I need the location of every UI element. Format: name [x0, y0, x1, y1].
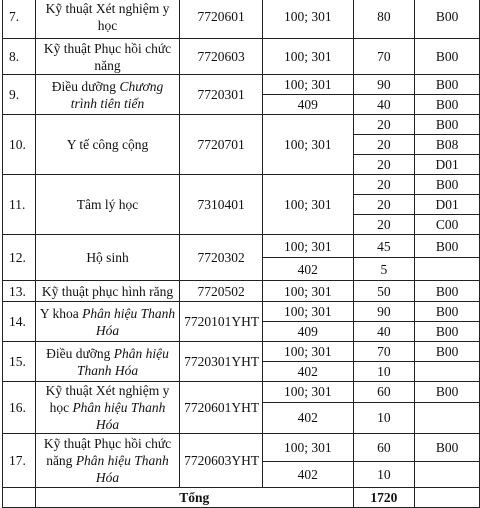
quota-value: 70	[353, 39, 415, 75]
program-code: 7720603YHT	[180, 434, 263, 488]
quota-value: 70	[353, 342, 415, 362]
total-spacer	[3, 488, 36, 508]
program-code: 7310401	[180, 175, 263, 235]
method-combo: 100; 301	[263, 302, 353, 322]
row-number: 8.	[3, 39, 36, 75]
method-combo: 402	[263, 402, 353, 433]
program-code: 7720301	[180, 75, 263, 115]
quota-value: 10	[353, 402, 415, 433]
subject-block	[415, 258, 480, 281]
program-note: Phân hiệu Thanh Hóa	[75, 453, 169, 485]
method-combo: 100; 301	[263, 382, 353, 403]
row-number: 11.	[3, 175, 36, 235]
quota-value: 10	[353, 362, 415, 382]
program-name: Điều dưỡng Phân hiệu Thanh Hóa	[35, 342, 179, 382]
subject-block: B00	[415, 39, 480, 75]
method-combo: 402	[263, 258, 353, 281]
table-row	[3, 0, 480, 39]
total-quota: 1720	[353, 488, 415, 508]
program-code: 7720701	[180, 115, 263, 175]
method-combo: 100; 301	[263, 115, 353, 175]
quota-value: 20	[353, 195, 415, 215]
total-block	[415, 488, 480, 508]
quota-value: 90	[353, 302, 415, 322]
program-note: Chương trình tiên tiến	[70, 78, 164, 111]
program-code: 7720603	[180, 39, 263, 75]
quota-value: 10	[353, 462, 415, 488]
row-number: 10.	[3, 115, 36, 175]
method-combo: 409	[263, 322, 353, 342]
table-row	[3, 75, 480, 95]
row-number: 16.	[3, 382, 36, 434]
table-row	[3, 39, 480, 75]
method-combo: 402	[263, 462, 353, 488]
subject-block: B00	[415, 75, 480, 95]
quota-value: 40	[353, 322, 415, 342]
quota-value: 60	[353, 382, 415, 403]
subject-block: B00	[415, 115, 480, 135]
table-row	[3, 342, 480, 362]
subject-block: D01	[415, 195, 480, 215]
program-name: Kỹ thuật Phục hồi chức năng	[35, 39, 179, 75]
quota-value: 60	[353, 434, 415, 462]
subject-block: D01	[415, 155, 480, 175]
table-row	[3, 382, 480, 403]
program-code: 7720601YHT	[180, 382, 263, 434]
method-combo: 100; 301	[263, 75, 353, 95]
program-code: 7720302	[180, 235, 263, 281]
quota-value: 20	[353, 135, 415, 155]
program-code: 7720601	[180, 0, 263, 39]
row-number: 17.	[3, 434, 36, 488]
subject-block	[415, 462, 480, 488]
subject-block: B00	[415, 281, 480, 302]
row-number: 12.	[3, 235, 36, 281]
subject-block: C00	[415, 215, 480, 235]
quota-value: 20	[353, 115, 415, 135]
total-row	[3, 488, 480, 508]
quota-value: 45	[353, 235, 415, 258]
row-number: 13.	[3, 281, 36, 302]
subject-block: B00	[415, 235, 480, 258]
table-row	[3, 235, 480, 258]
program-code: 7720502	[180, 281, 263, 302]
program-name: Y khoa Phân hiệu Thanh Hóa	[35, 302, 179, 342]
quota-value: 90	[353, 75, 415, 95]
program-note: Phân hiệu Thanh Hóa	[82, 305, 176, 338]
subject-block: B00	[415, 382, 480, 403]
program-name: Kỹ thuật Phục hồi chức năng Phân hiệu Thanh Hóa	[35, 434, 179, 488]
subject-block: B08	[415, 135, 480, 155]
admission-quota-table	[2, 0, 480, 508]
method-combo: 100; 301	[263, 342, 353, 362]
program-name: Kỹ thuật phục hình răng	[35, 281, 179, 302]
program-note: Phân hiệu Thanh Hóa	[76, 345, 169, 378]
subject-block	[415, 362, 480, 382]
quota-value: 80	[353, 0, 415, 39]
method-combo: 402	[263, 362, 353, 382]
quota-value: 5	[353, 258, 415, 281]
quota-value: 20	[353, 215, 415, 235]
table-row	[3, 175, 480, 195]
table-row	[3, 434, 480, 462]
total-label: Tổng	[35, 488, 353, 508]
program-name: Hộ sinh	[35, 235, 179, 281]
quota-value: 50	[353, 281, 415, 302]
subject-block: B00	[415, 0, 480, 39]
subject-block: B00	[415, 322, 480, 342]
table-row	[3, 281, 480, 302]
subject-block: B00	[415, 302, 480, 322]
quota-value: 40	[353, 95, 415, 115]
method-combo: 100; 301	[263, 39, 353, 75]
table-row	[3, 115, 480, 135]
program-code: 7720301YHT	[180, 342, 263, 382]
program-name: Tâm lý học	[35, 175, 179, 235]
subject-block: B00	[415, 175, 480, 195]
method-combo: 100; 301	[263, 235, 353, 258]
program-name: Y tế công cộng	[35, 115, 179, 175]
method-combo: 100; 301	[263, 434, 353, 462]
subject-block: B00	[415, 342, 480, 362]
quota-value: 20	[353, 155, 415, 175]
subject-block: B00	[415, 95, 480, 115]
program-name: Kỹ thuật Xét nghiệm y học	[35, 0, 179, 39]
method-combo: 100; 301	[263, 175, 353, 235]
row-number: 14.	[3, 302, 36, 342]
subject-block	[415, 402, 480, 433]
method-combo: 100; 301	[263, 0, 353, 39]
quota-value: 20	[353, 175, 415, 195]
row-number: 15.	[3, 342, 36, 382]
table-row	[3, 302, 480, 322]
program-code: 7720101YHT	[180, 302, 263, 342]
method-combo: 100; 301	[263, 281, 353, 302]
method-combo: 409	[263, 95, 353, 115]
program-name: Điều dưỡng Chương trình tiên tiến	[35, 75, 179, 115]
program-note: Phân hiệu Thanh Hóa	[72, 400, 166, 432]
program-name: Kỹ thuật Xét nghiệm y học Phân hiệu Thanh Hóa	[35, 382, 179, 434]
row-number: 7.	[3, 0, 36, 39]
subject-block: B00	[415, 434, 480, 462]
row-number: 9.	[3, 75, 36, 115]
